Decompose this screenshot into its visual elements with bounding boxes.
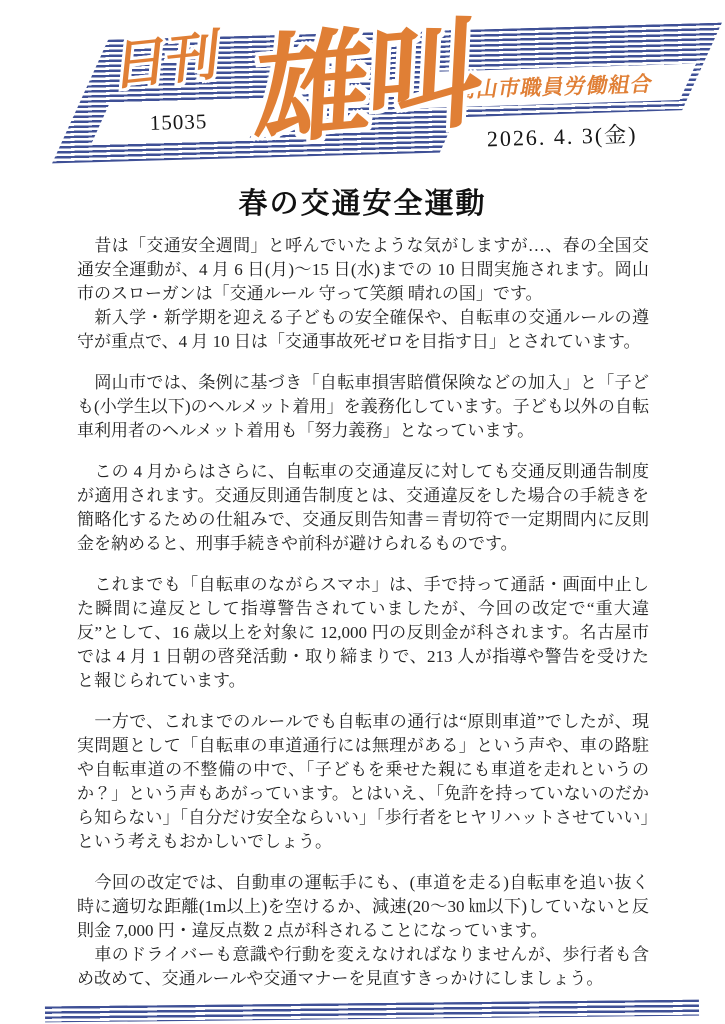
article-title: 春の交通安全運動 (238, 188, 487, 220)
paragraph-block (77, 460, 649, 556)
article-paragraph: 今回の改定では、自動車の運転手にも、(車道を走る)自転車を追い抜く時に適切な距離(1m以上)を空けるか、減速(20～30 ㎞以下)していないと反則金 7,000 円・違反点数 2 点が科されることになっています。 (77, 873, 649, 940)
article-paragraph: 車のドライバーも意識や行動を変えなければなりませんが、歩行者も含め改めて、交通ルールや交通マナーを見直すきっかけにしましょう。 (77, 945, 649, 988)
article-paragraph: 岡山市では、条例に基づき「自転車損害賠償保険などの加入」と「子ども(小学生以下)のヘルメット着用」を義務化しています。子ども以外の自転車利用者のヘルメット着用も「努力義務」となっています。 (77, 373, 649, 440)
issue-number-box (91, 99, 267, 145)
article-paragraph: これまでも「自転車のながらスマホ」は、手で持って通話・画面中止した瞬間に違反として指導警告されていましたが、今回の改定で“重大違反”として、16 歳以上を対象に 12,000 円の反則金が科されます。名古屋市では 4 月 1 日朝の啓発活動・取り締まりで、213 人が指導や警告を受けたと報じられています。 (77, 575, 649, 690)
paragraph-block (77, 234, 649, 354)
logo-otakebi: 雄叫 (250, 7, 482, 161)
paragraph-block (77, 871, 649, 991)
issue-number: 15035 (149, 108, 209, 135)
newsletter-masthead (42, 7, 702, 161)
issue-date: 2026. 4. 3(金) (486, 121, 638, 151)
organization-name: 岡山市職員労働組合 (452, 72, 655, 103)
paragraph-block (77, 710, 649, 854)
logo-daily-prefix: 日刊 (111, 25, 221, 97)
article-paragraph: この 4 月からはさらに、自転車の交通違反に対しても交通反則通告制度が適用されます。交通反則通告制度とは、交通違反をした場合の手続きを簡略化するための仕組みで、交通反則告知書＝青切符で一定期間内に反則金を納めると、刑事手続きや前科が避けられるものです。 (77, 462, 649, 553)
article-paragraph: 新入学・新学期を迎える子どもの安全確保や、自転車の交通ルールの遵守が重点で、4 月 10 日は「交通事故死ゼロを目指す日」とされています。 (77, 308, 649, 351)
article-paragraph: 一方で、これまでのルールでも自転車の通行は“原則車道”でしたが、現実問題として「自転車の車道通行には無理がある」という声や、車の路駐や自転車道の不整備の中で、「子どもを乗せた親にも車道を走れというのか？」という声もあがっています。とはいえ、「免許を持っていないのだから知らない」「自分だけ安全ならいい」「歩行者をヒヤリハットさせていい」という考えもおかしいでしょう。 (77, 712, 649, 851)
article-body (77, 234, 649, 1008)
article-paragraph: 昔は「交通安全週間」と呼んでいたような気がしますが…、春の全国交通安全運動が、4 月 6 日(月)～15 日(水)までの 10 日間実施されます。岡山市のスローガンは「交通ルール 守って笑顔 晴れの国」です。 (77, 236, 649, 303)
paragraph-block (77, 573, 649, 693)
paragraph-block (77, 371, 649, 443)
